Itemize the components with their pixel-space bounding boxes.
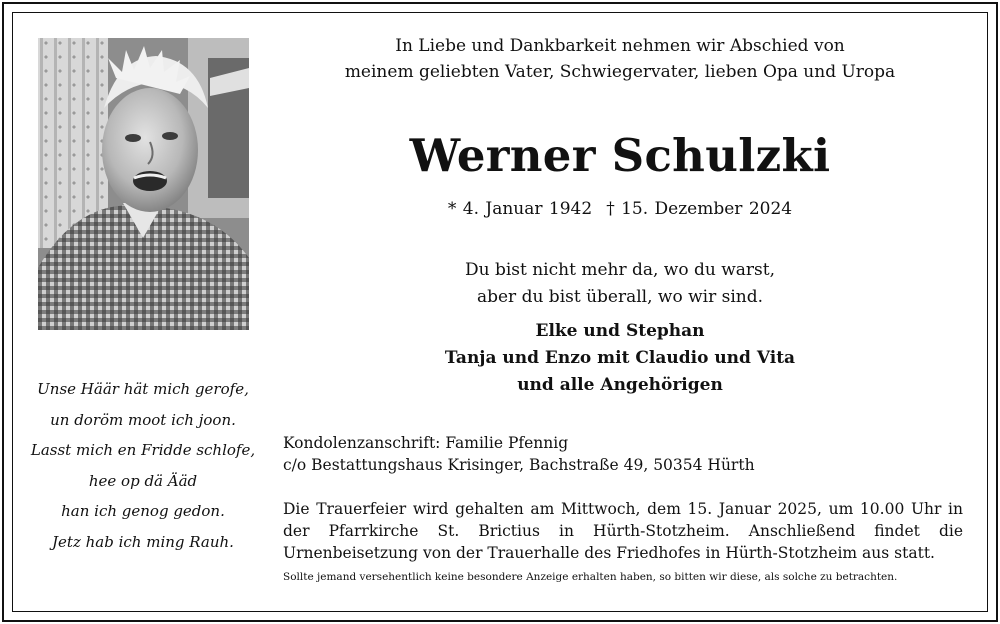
poem-line: un doröm moot ich joon.	[50, 410, 236, 429]
poem-line: Jetz hab ich ming Rauh.	[52, 532, 234, 551]
condolence-address	[283, 432, 963, 476]
poem-line: hee op dä Ääd	[88, 471, 198, 490]
quote-line-2: aber du bist überall, wo wir sind.	[476, 287, 764, 307]
intro-text	[300, 33, 940, 85]
poem-line: Lasst mich en Fridde schlofe,	[30, 441, 256, 459]
notice-footnote: Sollte jemand versehentlich keine besondere Anzeige erhalten haben, so bitten wir diese, als solche zu betrachten.	[283, 571, 898, 583]
mourners-line-1: Elke und Stephan	[535, 321, 705, 341]
memorial-quote	[300, 257, 940, 311]
dialect-poem	[26, 374, 260, 557]
contact-line-1: Kondolenzanschrift: Familie Pfennig	[283, 434, 569, 452]
intro-line-2: meinem geliebten Vater, Schwiegervater, lieben Opa und Uropa	[344, 62, 896, 82]
poem-line: Unse Häär hät mich gerofe,	[37, 380, 249, 398]
poem-line: han ich genog gedon.	[61, 502, 225, 520]
quote-line-1: Du bist nicht mehr da, wo du warst,	[464, 260, 776, 280]
deceased-name: Werner Schulzki	[409, 129, 831, 182]
intro-line-1: In Liebe und Dankbarkeit nehmen wir Abschied von	[395, 36, 845, 56]
contact-line-2: c/o Bestattungshaus Krisinger, Bachstraße 49, 50354 Hürth	[283, 456, 755, 474]
mourners-line-3: und alle Angehörigen	[517, 375, 723, 395]
mourners-line-2: Tanja und Enzo mit Claudio und Vita	[444, 348, 796, 368]
portrait-photo	[38, 38, 249, 330]
death-date: † 15. Dezember 2024	[606, 199, 793, 219]
mourners	[300, 318, 940, 399]
birth-date: * 4. Januar 1942	[447, 199, 593, 219]
life-dates	[300, 196, 940, 222]
ceremony-details: Die Trauerfeier wird gehalten am Mittwoch, dem 15. Januar 2025, um 10.00 Uhr in der Pfarrkirche St. Brictius in Hürth-Stotzheim. Anschließend findet die Urnenbeisetzung von der Trauerhalle des Friedhofes in Hürth-Stotzheim aus statt.	[283, 500, 963, 562]
